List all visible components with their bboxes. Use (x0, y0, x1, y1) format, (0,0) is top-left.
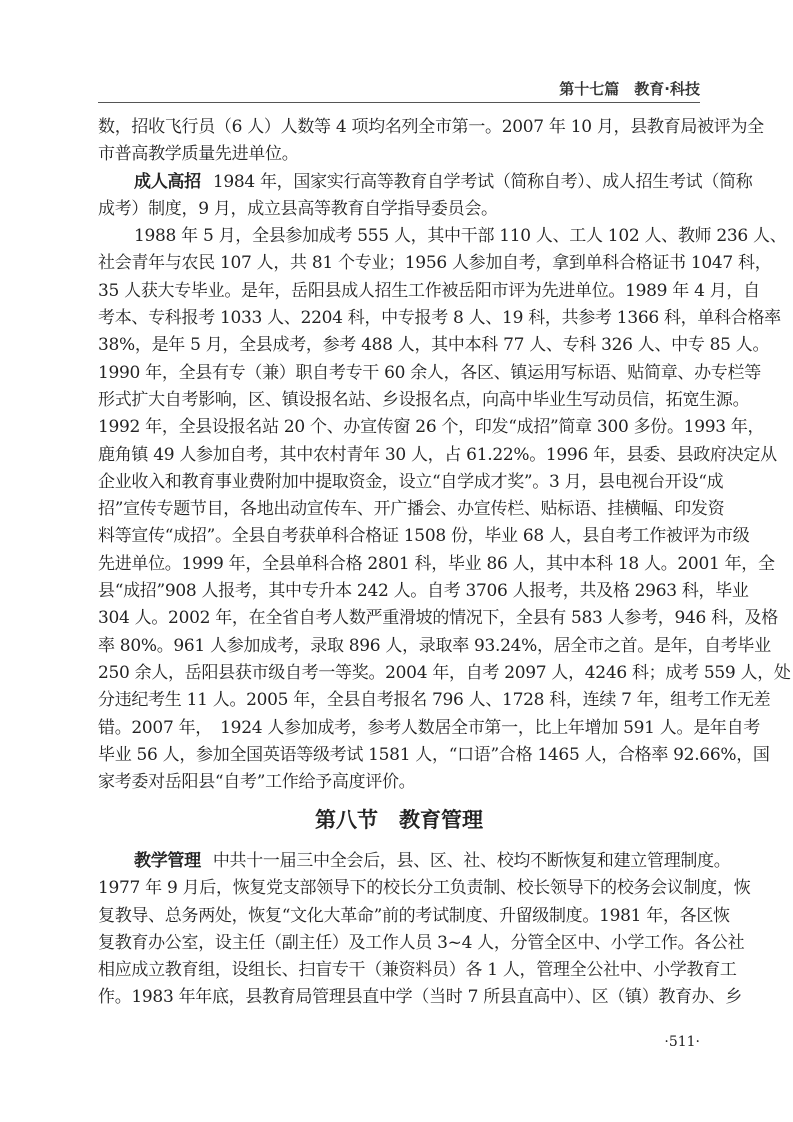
text-line (98, 875, 751, 902)
running-header (98, 76, 700, 103)
text-line (98, 660, 791, 687)
paragraph-lead-term: 教学管理 (134, 851, 201, 871)
line-text: 复教导、总务两处，恢复“文化大革命”前的考试制度、升留级制度。1981 年，各区恢 (98, 905, 730, 926)
line-text: 35 人获大专毕业。是年，岳阳县成人招生工作被岳阳市评为先进单位。1989 年 4 月，自 (98, 280, 760, 301)
text-line (98, 742, 770, 769)
text-line (98, 848, 731, 875)
text-line (98, 442, 777, 469)
line-text: 社会青年与农民 107 人，共 81 个专业；1956 人参加自考，拿到单科合格证书 1047 科， (98, 253, 772, 274)
body-text-top (98, 114, 791, 796)
text-line (98, 605, 778, 632)
line-text: 1990 年，全县有专（兼）职自考专干 60 余人，各区、镇运用写标语、贴简章、办专栏等 (98, 362, 761, 383)
paragraph (98, 848, 751, 1012)
text-line (98, 930, 745, 957)
text-line (98, 769, 700, 796)
line-text: 错。2007 年， 1924 人参加成考，参考人数居全市第一，比上年增加 591 人。是年自考 (98, 717, 760, 738)
text-line (98, 250, 772, 277)
text-line (98, 903, 730, 930)
line-text: 考本、专科报考 1033 人、2204 科，中专报考 8 人、19 科，共参考 1366 科，单科合格率 (98, 308, 781, 329)
line-text: 先进单位。1999 年，全县单科合格 2801 科，毕业 86 人，其中本科 18 人。2001 年，全 (98, 553, 775, 574)
page-number: ·511· (664, 1034, 700, 1050)
line-text: 招”宣传专题节目，各地出动宣传车、开广播会、办宣传栏、贴标语、挂横幅、印发资 (98, 499, 725, 520)
line-text: 38%，是年 5 月，全县成考，参考 488 人，其中本科 77 人、专科 326 人、中专 85 人。 (98, 335, 770, 356)
text-line (98, 332, 770, 359)
line-text: 250 余人，岳阳县获市级自考一等奖。2004 年，自考 2097 人，4246 科；成考 559 人，处 (98, 662, 791, 683)
line-text: 市普高教学质量先进单位。 (98, 144, 299, 165)
line-text: 1977 年 9 月后，恢复党支部领导下的校长分工负责制、校长领导下的校务会议制度，恢 (98, 878, 751, 899)
line-text: 中共十一届三中全会后，县、区、社、校均不断恢复和建立管理制度。 (212, 851, 731, 871)
text-line (98, 141, 700, 168)
text-line (98, 957, 737, 984)
paragraph (98, 223, 791, 796)
line-text: 作。1983 年年底，县教育局管理县直中学（当时 7 所县直高中）、区（镇）教育办、乡 (98, 987, 742, 1008)
line-text: 企业收入和教育事业费附加中提取资金，设立“自学成才奖”。3 月，县电视台开设“成 (98, 471, 724, 492)
text-line (98, 196, 700, 223)
text-line (98, 387, 750, 414)
line-text: 成考）制度，9 月，成立县高等教育自学指导委员会。 (98, 198, 498, 219)
chapter-title: 第十七篇 教育·科技 (559, 80, 700, 98)
text-line (98, 223, 787, 250)
text-line (98, 469, 724, 496)
line-text: 毕业 56 人，参加全国英语等级考试 1581 人，“口语”合格 1465 人，合格率 92.66%，国 (98, 744, 770, 765)
paragraph (98, 169, 753, 224)
text-line (98, 278, 760, 305)
line-text: 料等宣传“成招”。全县自考获单科合格证 1508 份，毕业 68 人，县自考工作被评为市级 (98, 526, 750, 547)
line-text: 家考委对岳阳县“自考”工作给予高度评价。 (98, 772, 416, 793)
text-line (98, 984, 742, 1011)
paragraph (98, 114, 764, 169)
text-line (98, 414, 765, 441)
line-text: 304 人。2002 年，在全省自考人数严重滑坡的情况下，全县有 583 人参考，946 科，及格 (98, 608, 778, 629)
text-line (98, 687, 771, 714)
paragraph-lead-term: 成人高招 (134, 171, 201, 192)
body-text-bottom (98, 848, 751, 1012)
section-heading: 第八节 教育管理 (315, 808, 483, 832)
line-text: 鹿角镇 49 人参加自考，其中农村青年 30 人，占 61.22%。1996 年，县委、县政府决定从 (98, 444, 777, 465)
text-line (98, 715, 760, 742)
text-line (98, 360, 761, 387)
text-line (98, 114, 764, 141)
line-text: 县“成招”908 人报考，其中专升本 242 人。自考 3706 人报考，共及格 2963 科，毕业 (98, 581, 749, 602)
text-line (98, 496, 725, 523)
text-line (98, 551, 775, 578)
text-line (98, 523, 750, 550)
line-text: 数，招收飞行员（6 人）人数等 4 项均名列全市第一。2007 年 10 月，县教育局被评为全 (98, 117, 764, 137)
line-text: 复教育办公室，设主任（副主任）及工作人员 3~4 人，分管全区中、小学工作。各公社 (98, 932, 745, 953)
text-line (98, 169, 753, 196)
text-line (98, 578, 749, 605)
line-text: 相应成立教育组，设组长、扫盲专干（兼资料员）各 1 人，管理全公社中、小学教育工 (98, 960, 737, 981)
line-text: 分违纪考生 11 人。2005 年，全县自考报名 796 人、1728 科，连续 7 年，组考工作无差 (98, 690, 771, 711)
text-line (98, 633, 771, 660)
line-text: 率 80%。961 人参加成考，录取 896 人，录取率 93.24%，居全市之首。是年，自考毕业 (98, 635, 771, 656)
text-line (98, 305, 781, 332)
line-text: 1988 年 5 月，全县参加成考 555 人，其中干部 110 人、工人 102 人、教师 236 人、 (134, 226, 787, 247)
line-text: 1984 年，国家实行高等教育自学考试（简称自考）、成人招生考试（简称 (212, 171, 753, 192)
line-text: 1992 年，全县设报名站 20 个、办宣传窗 26 个，印发“成招”简章 300 多份。1993 年， (98, 417, 765, 438)
line-text: 形式扩大自考影响，区、镇设报名站、乡设报名点，向高中毕业生写动员信，拓宽生源。 (98, 389, 750, 410)
